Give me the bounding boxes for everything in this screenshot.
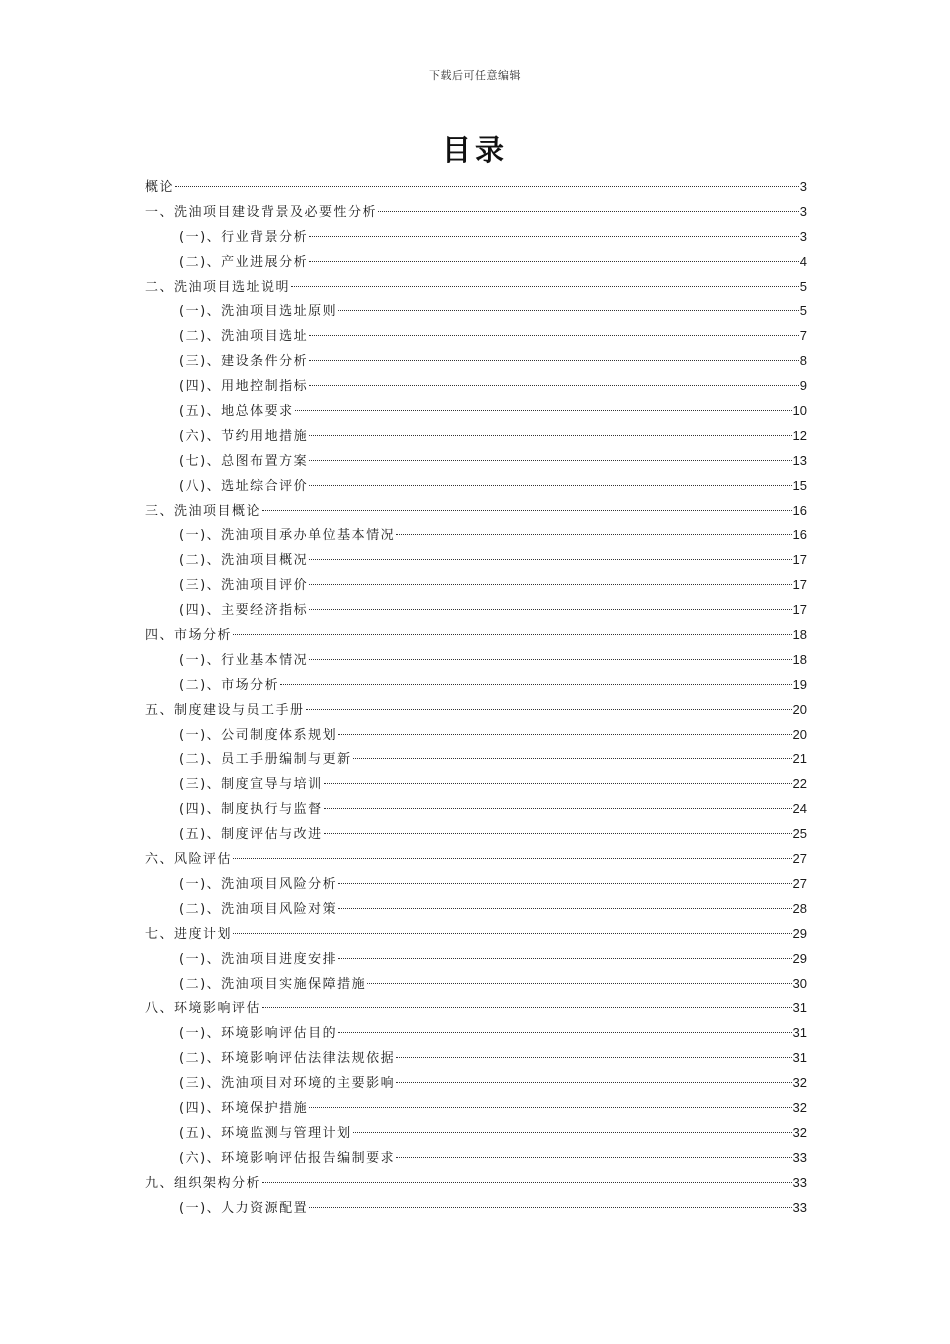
toc-dot-leader bbox=[309, 559, 791, 560]
toc-dot-leader bbox=[233, 933, 792, 934]
toc-dot-leader bbox=[353, 1132, 792, 1133]
toc-entry-label: (一)、行业基本情况 bbox=[179, 652, 309, 668]
toc-entry[interactable] bbox=[145, 1046, 807, 1071]
toc-dot-leader bbox=[233, 858, 792, 859]
toc-entry-label: (四)、主要经济指标 bbox=[179, 603, 309, 619]
toc-entry-page-number: 21 bbox=[792, 751, 807, 767]
toc-entry-page-number: 9 bbox=[799, 378, 807, 394]
toc-dot-leader bbox=[324, 833, 792, 834]
toc-entry-label: (二)、洗油项目实施保障措施 bbox=[179, 976, 367, 992]
toc-entry-page-number: 30 bbox=[792, 975, 807, 991]
toc-entry-page-number: 15 bbox=[792, 477, 807, 493]
toc-entry-page-number: 20 bbox=[792, 701, 807, 717]
toc-entry-page-number: 5 bbox=[799, 278, 807, 294]
toc-dot-leader bbox=[306, 709, 792, 710]
toc-dot-leader bbox=[309, 659, 791, 660]
toc-entry[interactable] bbox=[145, 747, 807, 772]
toc-dot-leader bbox=[367, 983, 791, 984]
toc-dot-leader bbox=[309, 360, 799, 361]
toc-entry-label: 四、市场分析 bbox=[145, 628, 233, 644]
toc-entry-page-number: 31 bbox=[792, 1000, 807, 1016]
toc-entry-page-number: 17 bbox=[792, 602, 807, 618]
toc-entry-label: (五)、地总体要求 bbox=[179, 404, 294, 420]
toc-entry[interactable] bbox=[145, 1096, 807, 1121]
toc-entry[interactable] bbox=[145, 275, 807, 300]
toc-entry[interactable] bbox=[145, 922, 807, 947]
toc-dot-leader bbox=[396, 1057, 791, 1058]
toc-entry-page-number: 17 bbox=[792, 552, 807, 568]
toc-entry[interactable] bbox=[145, 200, 807, 225]
toc-entry-label: (八)、选址综合评价 bbox=[179, 478, 309, 494]
toc-entry-label: (四)、环境保护措施 bbox=[179, 1100, 309, 1116]
toc-entry-page-number: 18 bbox=[792, 627, 807, 643]
toc-dot-leader bbox=[396, 1157, 791, 1158]
toc-entry[interactable] bbox=[145, 548, 807, 573]
toc-entry[interactable] bbox=[145, 1196, 807, 1221]
toc-entry[interactable] bbox=[145, 797, 807, 822]
table-of-contents bbox=[145, 175, 807, 1220]
toc-entry-page-number: 20 bbox=[792, 726, 807, 742]
toc-entry-label: (七)、总图布置方案 bbox=[179, 453, 309, 469]
toc-entry-label: (三)、洗油项目评价 bbox=[179, 578, 309, 594]
toc-title: 目录 bbox=[441, 133, 508, 167]
toc-entry[interactable] bbox=[145, 598, 807, 623]
toc-entry[interactable] bbox=[145, 449, 807, 474]
toc-dot-leader bbox=[309, 335, 799, 336]
toc-entry[interactable] bbox=[145, 972, 807, 997]
toc-dot-leader bbox=[338, 883, 791, 884]
toc-dot-leader bbox=[262, 510, 792, 511]
toc-entry[interactable] bbox=[145, 698, 807, 723]
toc-entry-page-number: 8 bbox=[799, 353, 807, 369]
toc-dot-leader bbox=[233, 634, 792, 635]
toc-entry[interactable] bbox=[145, 424, 807, 449]
toc-entry[interactable] bbox=[145, 623, 807, 648]
toc-entry[interactable] bbox=[145, 897, 807, 922]
toc-entry-label: (二)、洗油项目概况 bbox=[179, 553, 309, 569]
toc-entry-page-number: 5 bbox=[799, 303, 807, 319]
toc-entry-page-number: 33 bbox=[792, 1199, 807, 1215]
toc-entry-label: (三)、洗油项目对环境的主要影响 bbox=[179, 1076, 396, 1092]
toc-entry-label: (一)、环境影响评估目的 bbox=[179, 1026, 338, 1042]
toc-entry[interactable] bbox=[145, 1171, 807, 1196]
toc-entry-label: (五)、制度评估与改进 bbox=[179, 827, 323, 843]
toc-entry-label: 一、洗油项目建设背景及必要性分析 bbox=[145, 204, 378, 220]
toc-dot-leader bbox=[324, 808, 792, 809]
toc-entry-page-number: 33 bbox=[792, 1174, 807, 1190]
toc-entry[interactable] bbox=[145, 1071, 807, 1096]
toc-entry-page-number: 17 bbox=[792, 577, 807, 593]
toc-entry-label: 七、进度计划 bbox=[145, 926, 233, 942]
toc-entry[interactable] bbox=[145, 474, 807, 499]
toc-entry-label: (六)、环境影响评估报告编制要求 bbox=[179, 1150, 396, 1166]
toc-entry-label: (六)、节约用地措施 bbox=[179, 428, 309, 444]
toc-entry-label: (一)、人力资源配置 bbox=[179, 1200, 309, 1216]
toc-entry-label: (三)、建设条件分析 bbox=[179, 354, 309, 370]
toc-entry[interactable] bbox=[145, 299, 807, 324]
toc-entry-page-number: 22 bbox=[792, 776, 807, 792]
toc-entry-label: 二、洗油项目选址说明 bbox=[145, 279, 291, 295]
toc-entry-label: 三、洗油项目概论 bbox=[145, 503, 262, 519]
toc-dot-leader bbox=[309, 435, 791, 436]
toc-entry-page-number: 31 bbox=[792, 1050, 807, 1066]
toc-entry[interactable] bbox=[145, 723, 807, 748]
toc-entry[interactable] bbox=[145, 349, 807, 374]
toc-entry-page-number: 10 bbox=[792, 403, 807, 419]
header-note: 下载后可任意编辑 bbox=[429, 69, 521, 82]
toc-dot-leader bbox=[309, 261, 799, 262]
toc-entry-label: (一)、洗油项目进度安排 bbox=[179, 951, 338, 967]
toc-entry-page-number: 13 bbox=[792, 452, 807, 468]
toc-entry-page-number: 33 bbox=[792, 1149, 807, 1165]
toc-dot-leader bbox=[295, 410, 792, 411]
toc-dot-leader bbox=[324, 783, 792, 784]
toc-dot-leader bbox=[353, 758, 792, 759]
toc-entry[interactable] bbox=[145, 374, 807, 399]
toc-dot-leader bbox=[309, 485, 791, 486]
toc-entry-page-number: 3 bbox=[799, 179, 807, 194]
toc-dot-leader bbox=[396, 534, 791, 535]
toc-entry-page-number: 29 bbox=[792, 925, 807, 941]
toc-entry-label: (四)、用地控制指标 bbox=[179, 379, 309, 395]
toc-entry-page-number: 27 bbox=[792, 875, 807, 891]
toc-entry-label: (一)、洗油项目风险分析 bbox=[179, 876, 338, 892]
toc-entry-label: (一)、洗油项目选址原则 bbox=[179, 304, 338, 320]
toc-entry-page-number: 28 bbox=[792, 900, 807, 916]
toc-entry[interactable] bbox=[145, 872, 807, 897]
toc-entry-label: 九、组织架构分析 bbox=[145, 1175, 262, 1191]
toc-dot-leader bbox=[309, 236, 799, 237]
toc-entry[interactable] bbox=[145, 822, 807, 847]
toc-entry-page-number: 18 bbox=[792, 651, 807, 667]
toc-dot-leader bbox=[396, 1082, 791, 1083]
toc-entry-label: (二)、产业进展分析 bbox=[179, 254, 309, 270]
toc-dot-leader bbox=[338, 310, 799, 311]
toc-entry-page-number: 29 bbox=[792, 950, 807, 966]
toc-entry-page-number: 4 bbox=[799, 253, 807, 269]
toc-entry[interactable] bbox=[145, 847, 807, 872]
toc-entry-page-number: 32 bbox=[792, 1099, 807, 1115]
toc-entry-label: (四)、制度执行与监督 bbox=[179, 802, 323, 818]
toc-dot-leader bbox=[262, 1007, 792, 1008]
toc-entry-label: (二)、洗油项目选址 bbox=[179, 329, 309, 345]
toc-entry[interactable] bbox=[145, 324, 807, 349]
toc-entry[interactable] bbox=[145, 772, 807, 797]
toc-dot-leader bbox=[338, 908, 791, 909]
toc-dot-leader bbox=[309, 1107, 791, 1108]
toc-entry-page-number: 27 bbox=[792, 851, 807, 867]
toc-dot-leader bbox=[262, 1182, 792, 1183]
toc-dot-leader bbox=[338, 958, 791, 959]
toc-entry-label: (一)、行业背景分析 bbox=[179, 229, 309, 245]
toc-dot-leader bbox=[309, 385, 799, 386]
toc-entry-page-number: 25 bbox=[792, 826, 807, 842]
toc-entry[interactable] bbox=[145, 399, 807, 424]
toc-dot-leader bbox=[291, 286, 799, 287]
toc-dot-leader bbox=[378, 211, 799, 212]
toc-entry-label: (一)、公司制度体系规划 bbox=[179, 727, 338, 743]
toc-entry-label: 八、环境影响评估 bbox=[145, 1001, 262, 1017]
toc-entry[interactable] bbox=[145, 499, 807, 524]
toc-dot-leader bbox=[309, 584, 791, 585]
toc-entry-label: (五)、环境监测与管理计划 bbox=[179, 1125, 352, 1141]
toc-dot-leader bbox=[309, 460, 791, 461]
toc-entry[interactable] bbox=[145, 996, 807, 1021]
toc-entry[interactable] bbox=[145, 175, 807, 200]
toc-entry[interactable] bbox=[145, 1121, 807, 1146]
toc-entry-label: (二)、市场分析 bbox=[179, 677, 280, 693]
toc-entry-page-number: 7 bbox=[799, 328, 807, 344]
toc-entry[interactable] bbox=[145, 648, 807, 673]
toc-dot-leader bbox=[309, 609, 791, 610]
toc-entry[interactable] bbox=[145, 673, 807, 698]
toc-entry-label: (二)、环境影响评估法律法规依据 bbox=[179, 1051, 396, 1067]
toc-entry-page-number: 31 bbox=[792, 1025, 807, 1041]
toc-entry-page-number: 32 bbox=[792, 1124, 807, 1140]
toc-dot-leader bbox=[309, 1207, 791, 1208]
toc-entry-label: (二)、员工手册编制与更新 bbox=[179, 752, 352, 768]
toc-dot-leader bbox=[175, 186, 799, 187]
toc-entry-page-number: 19 bbox=[792, 676, 807, 692]
toc-entry-label: (一)、洗油项目承办单位基本情况 bbox=[179, 528, 396, 544]
toc-entry-page-number: 12 bbox=[792, 427, 807, 443]
toc-entry-page-number: 16 bbox=[792, 502, 807, 518]
toc-entry-page-number: 3 bbox=[799, 203, 807, 219]
toc-dot-leader bbox=[280, 684, 791, 685]
toc-dot-leader bbox=[338, 1032, 791, 1033]
toc-entry[interactable] bbox=[145, 1146, 807, 1171]
toc-entry-label: (三)、制度宣导与培训 bbox=[179, 777, 323, 793]
toc-entry[interactable] bbox=[145, 573, 807, 598]
toc-entry-page-number: 32 bbox=[792, 1075, 807, 1091]
toc-dot-leader bbox=[338, 734, 791, 735]
toc-entry[interactable] bbox=[145, 225, 807, 250]
toc-entry[interactable] bbox=[145, 947, 807, 972]
toc-entry-label: 五、制度建设与员工手册 bbox=[145, 702, 305, 718]
toc-entry-page-number: 3 bbox=[799, 228, 807, 244]
toc-entry-label: 六、风险评估 bbox=[145, 852, 233, 868]
toc-entry-page-number: 24 bbox=[792, 801, 807, 817]
toc-entry-page-number: 16 bbox=[792, 527, 807, 543]
toc-entry-label: (二)、洗油项目风险对策 bbox=[179, 901, 338, 917]
toc-entry[interactable] bbox=[145, 1021, 807, 1046]
toc-entry-label: 概论 bbox=[145, 180, 175, 195]
toc-entry[interactable] bbox=[145, 250, 807, 275]
toc-entry[interactable] bbox=[145, 523, 807, 548]
